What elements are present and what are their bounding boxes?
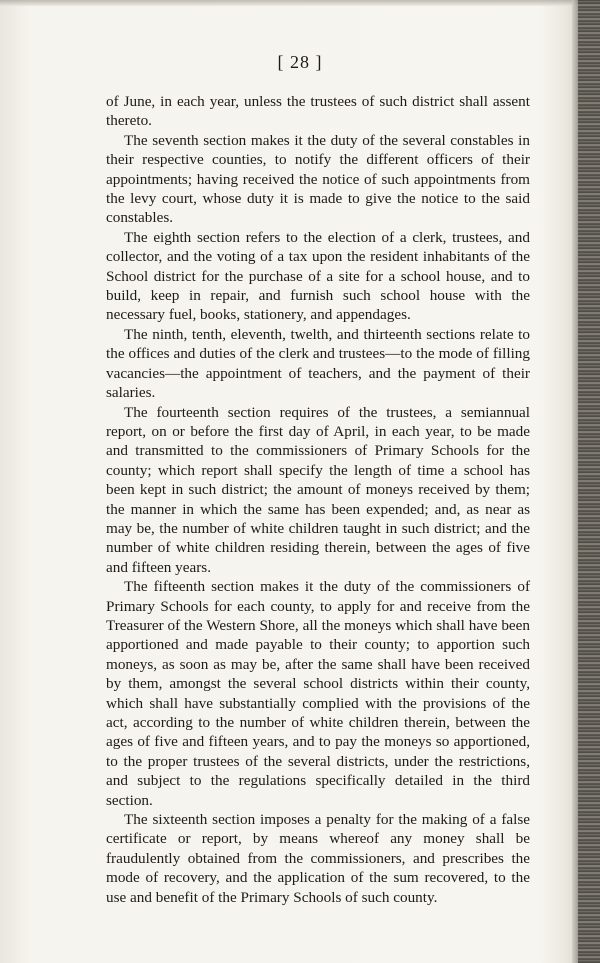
- paragraph: The ninth, tenth, eleventh, twelth, and thirteenth sections relate to the offices and duties of the clerk and trustees—to the mode of filling vacancies—the appointment of teachers, and the payment of their salaries.: [106, 325, 530, 402]
- paragraph: of June, in each year, unless the trustees of such district shall assent thereto.: [106, 93, 530, 130]
- page-number: [ 28 ]: [277, 52, 323, 72]
- paragraph: The eighth section refers to the election of a clerk, trustees, and collector, and the voting of a tax upon the resident inhabitants of the School district for the purchase of a site for a school house, and to build, keep in repair, and furnish such school house with the necessary fuel, books, stationery, and appendages.: [106, 228, 530, 324]
- page-top-edge: [0, 0, 600, 6]
- paragraph: The seventh section makes it the duty of the several constables in their respective counties, to notify the different officers of their appointments; having received the notice of such appointments from the levy court, whose duty it is made to give the notice to the said constables.: [106, 131, 530, 227]
- paragraph: The fourteenth section requires of the trustees, a semiannual report, on or before the first day of April, in each year, to be made and transmitted to the commissioners of Primary Schools for the county; which report shall specify the length of time a school has been kept in such district; the amount of moneys received by them; the manner in which the same has been expended; and, as near as may be, the number of white children taught in such district; and the number of white children residing therein, between the ages of five and fifteen years.: [106, 403, 530, 576]
- body-text: [106, 92, 530, 907]
- page-binding-edge: [578, 0, 600, 963]
- paragraph: The fifteenth section makes it the duty of the commissioners of Primary Schools for each county, to apply for and receive from the Treasurer of the Western Shore, all the moneys which shall have been apportioned and made payable to their county; to apportion such moneys, as soon as may be, after the same shall have been received by them, amongst the several school districts within their county, which shall have substantially complied with the provisions of the act, according to the number of white children therein, between the ages of five and fifteen years, and to pay the moneys so apportioned, to the proper trustees of the several districts, under the restrictions, and subject to the regulations specifically detailed in the third section.: [106, 578, 530, 809]
- paragraph: The sixteenth section imposes a penalty for the making of a false certificate or report, by means whereof any money shall be fraudulently obtained from the commissioners, and prescribes the mode of recovery, and the application of the sum recovered, to the use and benefit of the Primary Schools of such county.: [106, 811, 530, 906]
